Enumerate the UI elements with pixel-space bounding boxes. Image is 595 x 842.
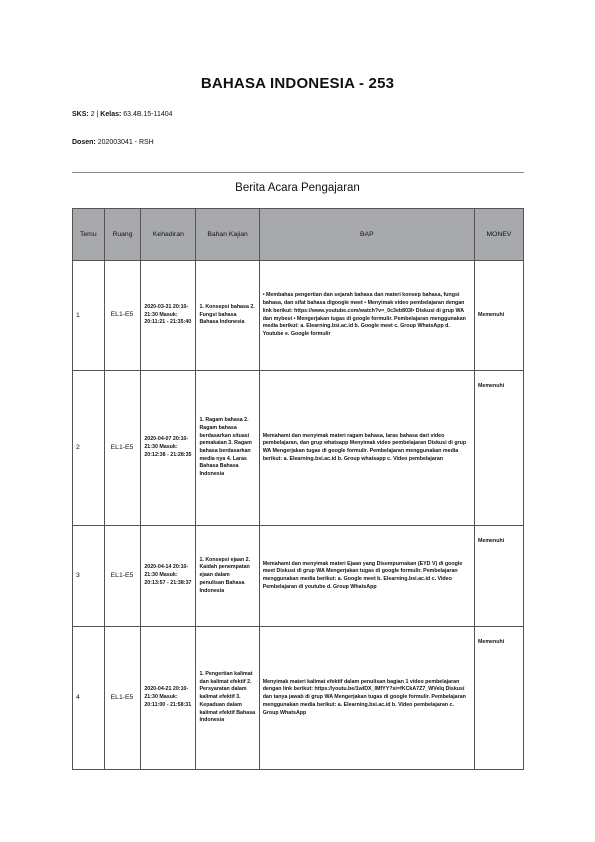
cell-bap: Menyimak materi kalimat efektif dalam penulisan bagian 1 video pembelajaran dengan link berikut: https://youtu.be/1wIDX_lMfYY?si=fKCkA7Z7_WVelq Diskusi dan tanya jawab di grup WA Mengerjakan tugas di google formulir. Pembelajaran menggunakan media berikut: a. Elearning.bsi.ac.id b. Video pembelajaran c. Group WhatsApp	[259, 627, 474, 770]
sks-kelas-line	[72, 111, 173, 118]
table-row	[73, 371, 524, 526]
table-header-row	[73, 209, 524, 261]
cell-monev: Memenuhi	[474, 371, 523, 526]
cell-temu: 1	[73, 261, 105, 371]
cell-temu: 4	[73, 627, 105, 770]
cell-bahan-kajian: 1. Ragam bahasa 2. Ragam bahasa berdasarkan situasi pemakaian 3. Ragam bahasa berdasarkan media nya 4. Laras Bahasa Bahasa Indonesia	[196, 371, 259, 526]
cell-monev: Memenuhi	[474, 526, 523, 627]
cell-bap: • Membahas pengertian dan sejarah bahasa dan materi konsep bahasa, fungsi bahasa, dan sifat bahasa digoogle meet • Menyimak video pembelajaran dengan link berikut: https://www.youtube.com/watch?v=_0c3eb803I• Diskusi di grup WA dan mybest • Mengerjakan tugas di google formulir. Pembelajaran menggunakan media berikut: a. Elearning.bsi.ac.id b. Google meet c. Group WhatsApp d. Youtube e. Google formulir	[259, 261, 474, 371]
cell-ruang: EL1-E5	[104, 261, 141, 371]
header-monev: MONEV	[474, 209, 523, 261]
document-title: BAHASA INDONESIA - 253	[200, 75, 395, 92]
table-row	[73, 526, 524, 627]
cell-ruang: EL1-E5	[104, 526, 141, 627]
cell-kehadiran: 2020-04-21 20:10-21:30 Masuk: 20:11:00 - 21:58:31	[141, 627, 196, 770]
header-ruang: Ruang	[104, 209, 141, 261]
cell-kehadiran: 2020-03-31 20:10-21:30 Masuk: 20:11:21 - 21:35:40	[141, 261, 196, 371]
header-bahan-kajian: Bahan Kajian	[196, 209, 259, 261]
sks-label: SKS:	[72, 111, 89, 118]
dosen-label: Dosen:	[72, 139, 96, 146]
header-temu: Temu	[73, 209, 105, 261]
table-row	[73, 627, 524, 770]
cell-bap: Memahami dan menyimak materi Ejaan yang Disempurnakan (EYD V) di google meet Diskusi di grup WA Mengerjakan tugas di google formulir. Pembelajaran menggunakan media berikut: a. Google meet b. Elearning.bsi.ac.id c. Video Pembelajaran di youtube d. Group WhatsApp	[259, 526, 474, 627]
cell-ruang: EL1-E5	[104, 371, 141, 526]
cell-ruang: EL1-E5	[104, 627, 141, 770]
cell-temu: 3	[73, 526, 105, 627]
cell-monev: Memenuhi	[474, 261, 523, 371]
kelas-label: Kelas:	[100, 111, 122, 118]
table-row	[73, 261, 524, 371]
cell-monev: Memenuhi	[474, 627, 523, 770]
section-subtitle: Berita Acara Pengajaran	[235, 182, 360, 194]
dosen-line	[72, 139, 154, 146]
header-bap: BAP	[259, 209, 474, 261]
cell-bahan-kajian: 1. Konsepsi bahasa 2. Fungsi bahasa Bahasa Indonesia	[196, 261, 259, 371]
cell-bahan-kajian: 1. Konsepsi ejaan 2. Kaidah penempatan ejaan dalam penulisan Bahasa Indonesia	[196, 526, 259, 627]
dosen-value: 202003041 - RSH	[97, 139, 154, 146]
cell-kehadiran: 2020-04-14 20:10-21:30 Masuk: 20:13:57 - 21:38:37	[141, 526, 196, 627]
sks-value: 2 |	[90, 111, 99, 118]
cell-bap: Memahami dan menyimak materi ragam bahasa, laras bahasa dari video pembelajaran, dan grup whatsapp Menyimak video pembelajaran Diskusi di grup WA Mengerjakan tugas di google formulir. Pembelajaran menggunakan media berikut: a. Elearning.bsi.ac.id b. Group whatsapp c. Video pembelajaran	[259, 371, 474, 526]
kelas-value: 63.4B.15-11404	[123, 111, 173, 118]
cell-kehadiran: 2020-04-07 20:10-21:30 Masuk: 20:12:38 - 21:28:35	[141, 371, 196, 526]
header-kehadiran: Kehadiran	[141, 209, 196, 261]
cell-temu: 2	[73, 371, 105, 526]
bap-table	[72, 208, 524, 770]
divider	[72, 172, 524, 173]
cell-bahan-kajian: 1. Pengertian kalimat dan kalimat efektif 2. Persyaratan dalam kalimat efektif 3. Kepaduan dalam kalimat efektif Bahasa Indonesia	[196, 627, 259, 770]
